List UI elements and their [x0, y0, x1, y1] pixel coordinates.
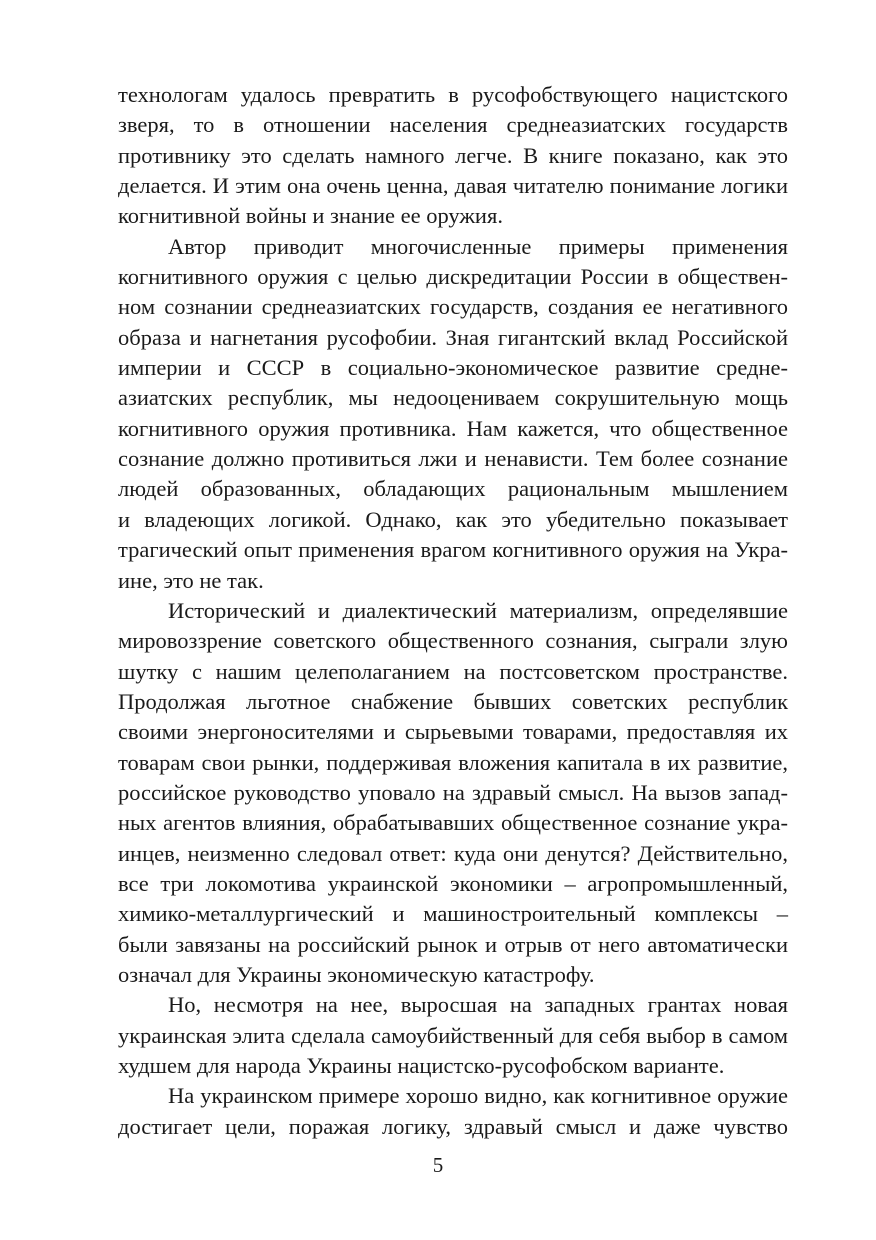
text-line: Автор приводит многочисленные примеры применения: [168, 233, 788, 259]
text-line: инцев, неизменно следовал ответ: куда они денутся? Действительно,: [118, 840, 788, 866]
text-line: когнитивной войны и знание ее оружия.: [118, 203, 503, 229]
text-line: делается. И этим она очень ценна, давая читателю понимание логики: [118, 173, 788, 199]
text-line: своими энергоносителями и сырьевыми товарами, предоставляя их: [118, 719, 788, 745]
text-line: ине, это не так.: [118, 567, 264, 593]
text-line: мировоззрение советского общественного сознания, сыграли злую: [118, 628, 788, 654]
paragraph-5: [118, 1081, 788, 1142]
text-line: товарам свои рынки, поддерживая вложения капитала в их развитие,: [118, 749, 788, 775]
text-line: когнитивного оружия с целью дискредитации России в обществен-: [118, 264, 788, 290]
text-line: шутку с нашим целеполаганием на постсоветском пространстве.: [118, 658, 788, 684]
text-line: все три локомотива украинской экономики – агропромышленный,: [118, 870, 788, 896]
text-line: означал для Украины экономическую катастрофу.: [118, 961, 595, 987]
text-line: людей образованных, обладающих рациональным мышлением: [118, 476, 788, 502]
text-line: худшем для народа Украины нацистско-русофобском варианте.: [118, 1053, 725, 1078]
paragraph-4: [118, 990, 788, 1081]
text-line: российское руководство уповало на здравый смысл. На вызов запад-: [118, 779, 788, 805]
text-line: химико-металлургический и машиностроительный комплексы –: [118, 901, 788, 927]
text-line: трагический опыт применения врагом когнитивного оружия на Укра-: [118, 537, 788, 563]
text-line: были завязаны на российский рынок и отрыв от него автоматически: [118, 931, 788, 957]
text-line: империи и СССР в социально-экономическое развитие средне-: [118, 355, 788, 381]
text-line: и владеющих логикой. Однако, как это убедительно показывает: [118, 506, 788, 532]
text-line: ных агентов влияния, обрабатывавших общественное сознание укра-: [118, 810, 788, 836]
page-number: 5: [432, 1153, 444, 1177]
text-line: образа и нагнетания русофобии. Зная гигантский вклад Российской: [118, 324, 788, 350]
text-line: украинская элита сделала самоубийственный для себя выбор в самом: [118, 1022, 788, 1048]
text-line: сознание должно противиться лжи и ненависти. Тем более сознание: [118, 446, 788, 472]
text-line: На украинском примере хорошо видно, как когнитивное оружие: [168, 1083, 788, 1109]
paragraph-1: [118, 80, 788, 232]
page-body: [118, 80, 788, 1142]
text-line: Но, несмотря на нее, выросшая на западных грантах новая: [168, 992, 788, 1018]
paragraph-2: [118, 232, 788, 596]
text-line: противнику это сделать намного легче. В книге показано, как это: [118, 142, 788, 168]
text-line: ном сознании среднеазиатских государств, создания ее негативного: [118, 294, 788, 320]
text-line: Исторический и диалектический материализм, определявшие: [168, 597, 788, 623]
text-line: технологам удалось превратить в русофобствующего нацистского: [118, 82, 788, 107]
text-line: азиатских республик, мы недооцениваем сокрушительную мощь: [118, 385, 788, 411]
paragraph-3: [118, 596, 788, 990]
text-line: зверя, то в отношении населения среднеазиатских государств: [118, 112, 788, 138]
text-line: когнитивного оружия противника. Нам кажется, что общественное: [118, 415, 788, 441]
text-line: достигает цели, поражая логику, здравый смысл и даже чувство: [118, 1113, 788, 1139]
text-line: Продолжая льготное снабжение бывших советских республик: [118, 688, 788, 714]
